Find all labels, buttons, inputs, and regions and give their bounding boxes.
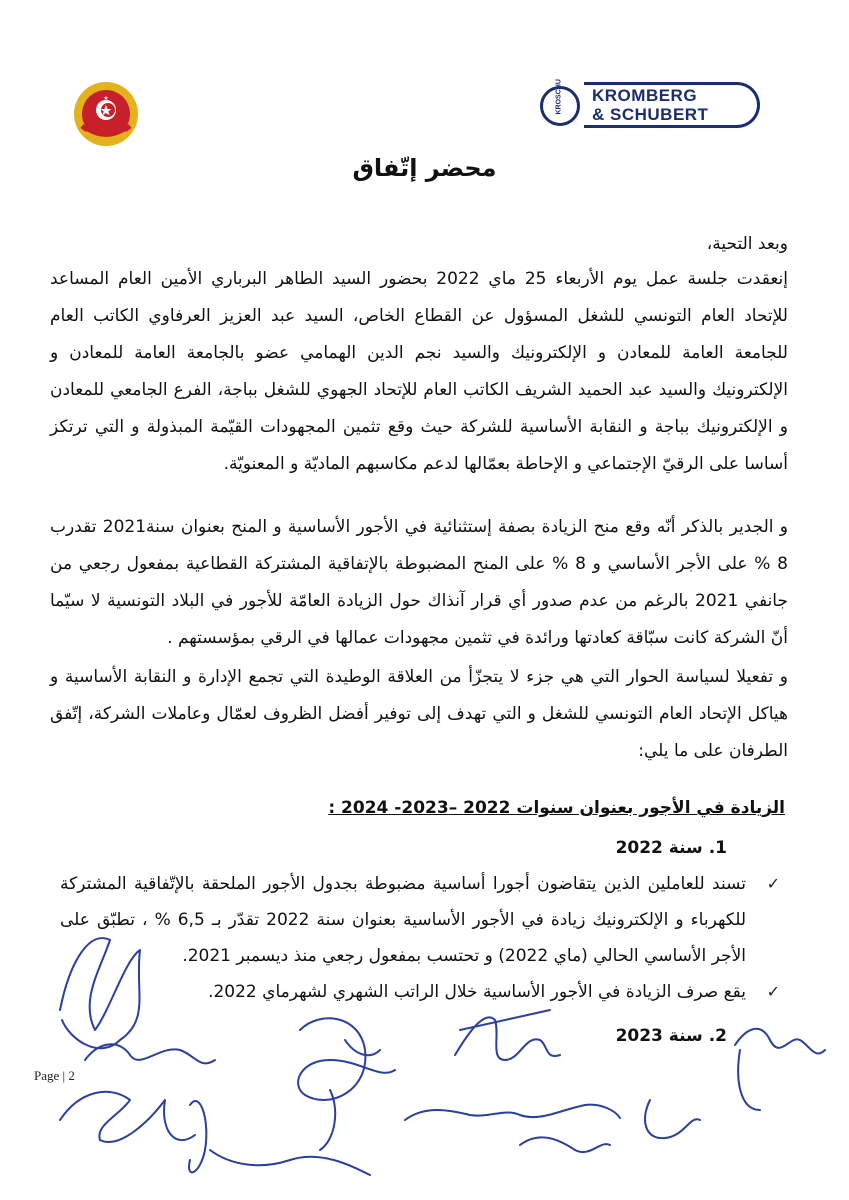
bullet-text: يقع صرف الزيادة في الأجور الأساسية خلال الراتب الشهري لشهرماي 2022.	[208, 982, 746, 1002]
signature-5	[298, 1018, 395, 1100]
union-logo	[72, 80, 140, 148]
section-heading-salary-increase: الزيادة في الأجور بعنوان سنوات 2022 –2023- 2024 :	[328, 798, 785, 818]
company-name-frame	[584, 82, 760, 128]
paragraph-2021-increase: و الجدير بالذكر أنّه وقع منح الزيادة بصفة إستثنائية في الأجور الأساسية و المنح بعنوان سنة2021 تقدرب 8 % على الأجر الأساسي و 8 % على المنح المضبوطة بالإتفاقية المشتركة القطاعية بمفعول رجعي من جانفي 2021 بالرغم من عدم صدور أي قرار آنذاك حول الزيادة العامّة للأجور في البلاد التونسية لا سيّما أنّ الشركة كانت سبّاقة كعادتها ورائدة في تثمين مجهودات عمالها في الرقي بمؤسستهم .	[50, 517, 788, 648]
signature-3	[60, 1092, 195, 1142]
company-badge-text: KROSCHU	[555, 79, 563, 115]
greeting: وبعد التحية،	[706, 234, 788, 254]
signature-6	[320, 1040, 380, 1150]
signature-2	[85, 1044, 215, 1063]
svg-text:★: ★	[103, 95, 109, 102]
company-logo	[540, 80, 762, 130]
paragraph-meeting: إنعقدت جلسة عمل يوم الأربعاء 25 ماي 2022 بحضور السيد الطاهر البرباري الأمين العام المساعد للإتحاد العام التونسي للشغل المسؤول عن القطاع الخاص، السيد عبد العزيز العرفاوي الكاتب العام للجامعة العامة للمعادن و الإلكترونيك والسيد نجم الدين الهمامي عضو بالجامعة العامة للمعادن و الإلكترونيك والسيد عبد الحميد الشريف الكاتب العام للإتحاد الجهوي للشغل بباجة، الفرع الجامعي للمعادن و الإلكترونيك بباجة و النقابة الأساسية للشركة حيث وقع تثمين المجهودات القيّمة المبذولة و التي ترتكز أساسا على الرقيّ الإجتماعي و الإحاطة بعمّالها لدعم مكاسبهم الماديّة و المعنويّة.	[50, 269, 788, 474]
company-name-line2: & SCHUBERT	[592, 105, 709, 124]
checkmark-icon: ✓	[766, 982, 780, 1001]
signature-12	[735, 1029, 825, 1110]
signature-13	[210, 1150, 370, 1175]
document-title: محضر إتّفاق	[352, 154, 497, 182]
signature-9	[405, 1105, 620, 1120]
bullet-text: تسند للعاملين الذين يتقاضون أجورا أساسية مضبوطة بجدول الأجور الملحقة بالإتّفاقية المشتركة للكهرباء و الإلكترونيك زيادة في الأجور الأساسية بعنوان سنة 2022 تقدّر بـ 6,5 % ، تطبّق على الأجر الأساسي الحالي (ماي 2022) و تحتسب بمفعول رجعي منذ ديسمبر 2021.	[60, 874, 747, 966]
signature-7	[455, 1017, 560, 1060]
list-item	[60, 866, 780, 974]
bullet-list-2022	[60, 866, 780, 1010]
year-heading-2023: 2. سنة 2023	[615, 1026, 727, 1046]
year-heading-2022: 1. سنة 2022	[615, 838, 727, 858]
signature-11	[645, 1100, 700, 1138]
page-number: Page | 2	[34, 1068, 75, 1083]
paragraph-dialogue: و تفعيلا لسياسة الحوار التي هي جزء لا يتجزّأ من العلاقة الوطيدة التي تجمع الإدارة و النقابة الأساسية و هياكل الإتحاد العام التونسي للشغل و التي تهدف إلى توفير أفضل الظروف لعمّال وعاملات الشركة، إتّفق الطرفان على ما يلي:	[50, 667, 788, 761]
list-item	[60, 974, 780, 1010]
signature-10	[520, 1137, 610, 1152]
signature-4	[189, 1101, 206, 1172]
checkmark-icon: ✓	[766, 874, 780, 893]
company-name-line1: KROMBERG	[592, 86, 698, 105]
signature-8	[460, 1010, 550, 1030]
